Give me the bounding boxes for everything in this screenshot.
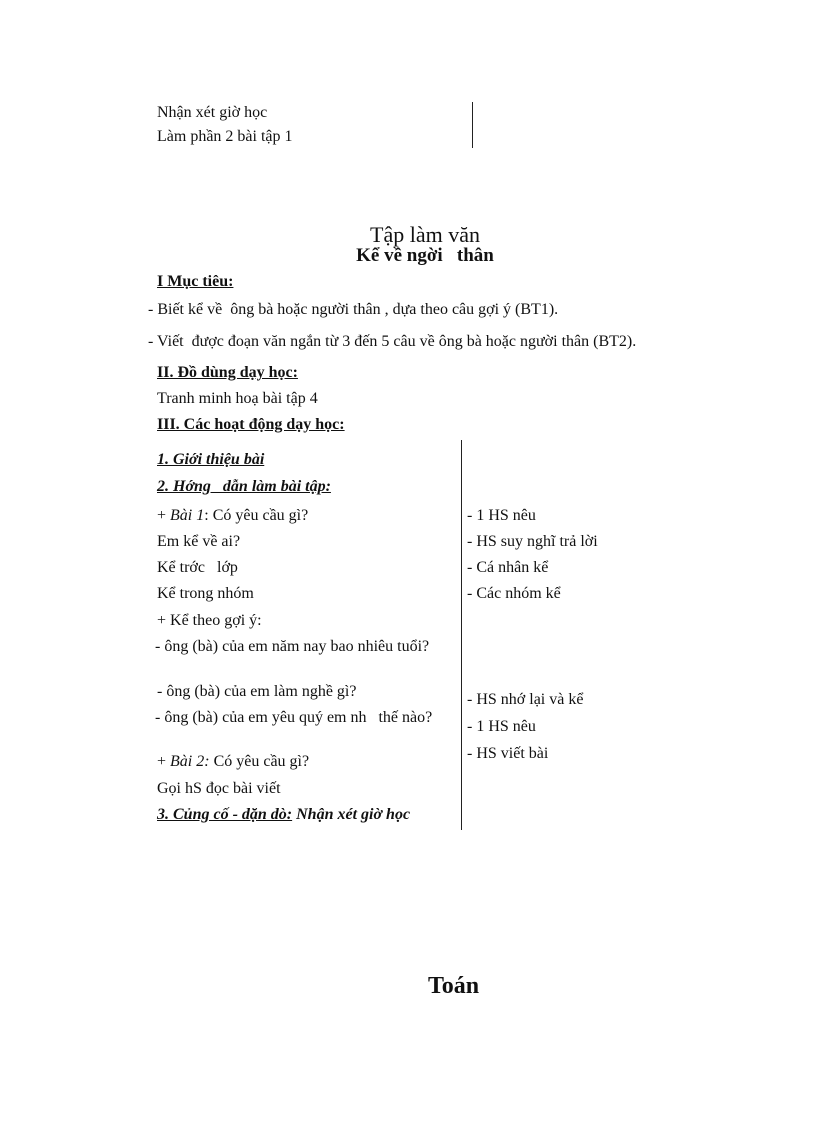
- materials-text: Tranh minh hoạ bài tập 4: [157, 390, 318, 407]
- question-who: Em kể về ai?: [157, 533, 241, 550]
- bai-2-text: Có yêu cầu gì?: [209, 753, 310, 770]
- objective-item-1: - Biết kể về ông bà hoặc người thân , dựa theo câu gợi ý (BT1).: [148, 301, 559, 318]
- step-1: 1. Giới thiệu bài: [157, 451, 265, 468]
- question-group: Kể trong nhóm: [157, 585, 254, 602]
- right-item-3: - Cá nhân kể: [467, 559, 549, 576]
- step-2: 2. Hớng dẫn làm bài tập:: [157, 478, 331, 495]
- activities-heading: III. Các hoạt động dạy học:: [157, 416, 345, 433]
- bai-2-prefix: +: [157, 753, 171, 770]
- bai-1-label: Bài 1: [170, 507, 205, 524]
- top-line-1: Nhận xét giờ học: [157, 104, 268, 121]
- question-read: Gọi hS đọc bài viết: [157, 780, 281, 797]
- next-section-title: Toán: [428, 973, 480, 999]
- column-divider: [461, 440, 462, 830]
- right-item-2: - HS suy nghĩ trả lời: [467, 533, 598, 550]
- question-age: - ông (bà) của em năm nay bao nhiêu tuổi?: [155, 638, 430, 655]
- right-item-4: - Các nhóm kể: [467, 585, 561, 602]
- bai-1-line: [157, 507, 308, 525]
- bai-2-label: Bài 2:: [170, 753, 210, 770]
- bai-2-line: [157, 753, 309, 771]
- materials-heading: II. Đồ dùng dạy học:: [157, 364, 298, 381]
- column-divider-top: [472, 102, 473, 148]
- right-item-7: - HS viết bài: [467, 745, 549, 762]
- objective-item-2: - Viết được đoạn văn ngắn từ 3 đến 5 câu về ông bà hoặc người thân (BT2).: [148, 333, 637, 350]
- right-item-1: - 1 HS nêu: [467, 507, 536, 524]
- lesson-subtitle: Kể về ngời thân: [356, 245, 494, 266]
- lesson-title: Tập làm văn: [370, 222, 480, 247]
- right-item-5: - HS nhớ lại và kể: [467, 691, 584, 708]
- top-line-2: Làm phần 2 bài tập 1: [157, 128, 293, 145]
- question-love: - ông (bà) của em yêu quý em nh thế nào?: [155, 709, 433, 726]
- step-3-line: [157, 806, 410, 824]
- bai-1-prefix: +: [157, 507, 171, 524]
- question-hint: + Kể theo gợi ý:: [157, 612, 262, 629]
- question-job: - ông (bà) của em làm nghề gì?: [157, 683, 357, 700]
- step-3-text: Nhận xét giờ học: [292, 806, 411, 823]
- question-class: Kể trớc lớp: [157, 559, 238, 576]
- bai-1-text: : Có yêu cầu gì?: [204, 507, 309, 524]
- right-item-6: - 1 HS nêu: [467, 718, 536, 735]
- step-3-label: 3. Củng cố - dặn dò:: [157, 806, 293, 823]
- objectives-heading: I Mục tiêu:: [157, 273, 234, 290]
